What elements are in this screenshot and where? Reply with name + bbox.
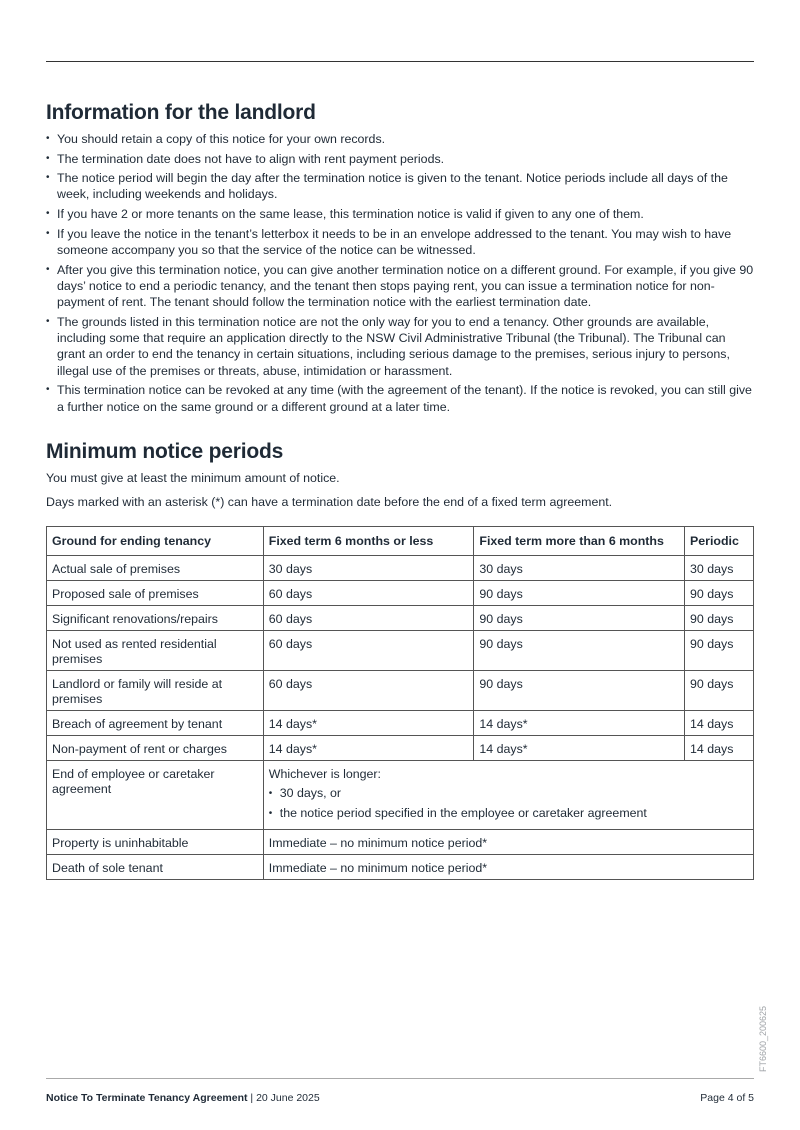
table-cell: 90 days <box>685 605 754 630</box>
whichever-longer-label: Whichever is longer: <box>268 766 381 781</box>
table-row <box>47 735 754 760</box>
column-header: Periodic <box>685 526 754 555</box>
table-cell: Property is uninhabitable <box>47 829 264 854</box>
table-cell: 30 days <box>685 555 754 580</box>
column-header: Fixed term more than 6 months <box>474 526 685 555</box>
table-cell: Non-payment of rent or charges <box>47 735 264 760</box>
table-cell: 14 days <box>685 710 754 735</box>
table-row <box>47 670 754 710</box>
list-item: • 30 days, or <box>269 786 748 801</box>
table-cell: 90 days <box>685 630 754 670</box>
notice-periods-heading: Minimum notice periods <box>46 439 284 463</box>
notice-periods-section <box>46 437 754 880</box>
table-cell: 90 days <box>474 605 685 630</box>
table-cell: 60 days <box>263 580 474 605</box>
table-cell: 14 days* <box>474 735 685 760</box>
table-cell: 90 days <box>474 630 685 670</box>
list-item: • The termination date does not have to align with rent payment periods. <box>46 151 754 167</box>
list-item: • If you leave the notice in the tenant’s letterbox it needs to be in an envelope addressed to the tenant. You may wish to have someone accompany you so that the service of the notice can be witnessed. <box>46 226 754 259</box>
table-header-row <box>47 526 754 555</box>
asterisk-note: Days marked with an asterisk (*) can have a termination date before the end of a fixed term agreement. <box>46 494 613 509</box>
column-header: Ground for ending tenancy <box>47 526 264 555</box>
list-item: • The grounds listed in this termination notice are not the only way for you to end a tenancy. Other grounds are available, including some that require an application directly to the NSW Civil Administrative Tribunal (the Tribunal). The Tribunal can grant an order to end the tenancy in certain situations, including serious damage to the premises, serious injury to persons, illegal use of the premises or threats, abuse, intimidation or harassment. <box>46 314 754 379</box>
table-cell: 30 days <box>263 555 474 580</box>
table-row <box>47 580 754 605</box>
column-header: Fixed term 6 months or less <box>263 526 474 555</box>
footer-divider <box>46 1078 754 1079</box>
table-cell: Significant renovations/repairs <box>47 605 264 630</box>
table-cell: Breach of agreement by tenant <box>47 710 264 735</box>
table-row <box>47 829 754 854</box>
table-cell: 60 days <box>263 670 474 710</box>
list-item: • After you give this termination notice, you can give another termination notice on a different ground. For example, if you give 90 days’ notice to end a periodic tenancy, and the tenant then stops paying rent, you can issue a termination notice for non-payment of rent. The tenant should follow the termination notice with the earliest termination date. <box>46 262 754 311</box>
table-cell: 90 days <box>685 580 754 605</box>
list-item: • The notice period will begin the day after the termination notice is given to the tenant. Notice periods include all days of the week, including weekends and holidays. <box>46 170 754 203</box>
table-row <box>47 630 754 670</box>
table-cell: 14 days <box>685 735 754 760</box>
header-divider <box>46 61 754 62</box>
table-row <box>47 854 754 879</box>
landlord-info-list <box>46 131 754 415</box>
table-cell: 60 days <box>263 630 474 670</box>
footer-doc-title: Notice To Terminate Tenancy Agreement <box>46 1092 248 1104</box>
table-cell: Actual sale of premises <box>47 555 264 580</box>
table-cell: Death of sole tenant <box>47 854 264 879</box>
table-cell: Not used as rented residential premises <box>47 630 264 670</box>
page-number: Page 4 of 5 <box>700 1092 754 1104</box>
footer-doc-info <box>46 1092 320 1104</box>
footer-date: 20 June 2025 <box>256 1092 320 1104</box>
list-item: • This termination notice can be revoked at any time (with the agreement of the tenant). If the notice is revoked, you can still give a further notice on the same ground or a different ground at a later time. <box>46 382 754 415</box>
table-cell-merged: Immediate – no minimum notice period* <box>263 854 753 879</box>
table-cell: 90 days <box>474 670 685 710</box>
table-cell: 60 days <box>263 605 474 630</box>
table-row-employee-agreement <box>47 760 754 829</box>
list-item: • the notice period specified in the employee or caretaker agreement <box>269 806 748 821</box>
landlord-info-heading: Information for the landlord <box>46 101 316 124</box>
page-content <box>46 98 754 880</box>
table-cell: 30 days <box>474 555 685 580</box>
table-cell-merged: Immediate – no minimum notice period* <box>263 829 753 854</box>
table-cell: 14 days* <box>263 710 474 735</box>
table-cell: End of employee or caretaker agreement <box>47 760 264 829</box>
table-cell: 90 days <box>685 670 754 710</box>
table-cell: 14 days* <box>474 710 685 735</box>
table-row <box>47 555 754 580</box>
footer-separator: | <box>247 1092 257 1104</box>
form-code: FT6600_200625 <box>758 1005 768 1072</box>
notice-periods-table <box>46 526 754 880</box>
table-cell: 90 days <box>474 580 685 605</box>
notice-intro: You must give at least the minimum amount of notice. <box>46 470 340 485</box>
employee-options-list <box>269 786 748 821</box>
table-row <box>47 710 754 735</box>
table-cell: Proposed sale of premises <box>47 580 264 605</box>
list-item: • If you have 2 or more tenants on the same lease, this termination notice is valid if given to any one of them. <box>46 206 754 222</box>
list-item: • You should retain a copy of this notice for your own records. <box>46 131 754 147</box>
table-row <box>47 605 754 630</box>
table-cell-merged <box>263 760 753 829</box>
table-cell: Landlord or family will reside at premises <box>47 670 264 710</box>
table-cell: 14 days* <box>263 735 474 760</box>
